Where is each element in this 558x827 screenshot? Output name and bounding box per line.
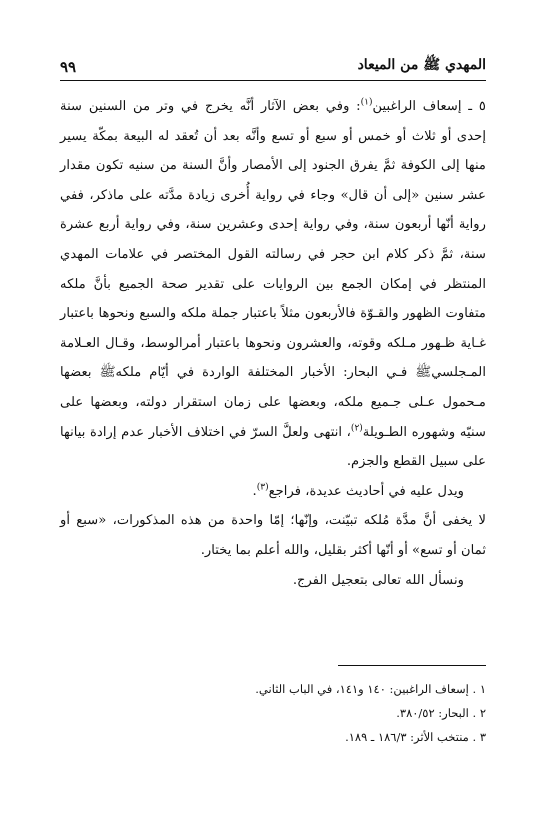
footnote-1: ١ . إسعاف الراغبين: ١٤٠ و١٤١، في الباب الثاني.: [255, 682, 486, 696]
paragraph-2-tail: .: [252, 483, 257, 499]
footnote-separator: [338, 665, 486, 666]
footnote-ref-1[interactable]: (١): [360, 97, 373, 108]
footnote-2: ٢ . البحار: ٣٨٠/٥٢.: [396, 706, 486, 720]
paragraph-2: [60, 477, 486, 507]
footnote-3: ٣ . منتخب الأثر: ١٨٦/٣ ـ ١٨٩.: [345, 730, 486, 744]
paragraph-1-lead: ٥ ـ إسعاف الراغبين: [372, 99, 486, 114]
paragraph-1: [60, 92, 486, 477]
page-number: ٩٩: [60, 58, 77, 76]
footnote-ref-3[interactable]: (٣): [256, 482, 269, 493]
paragraph-2-body: ويدل عليه في أحاديث عديدة، فراجع: [268, 483, 464, 499]
paragraph-4: ونسأل الله تعالى بتعجيل الفرج.: [292, 572, 464, 588]
footnotes: [60, 677, 486, 749]
paragraph-3: لا يخفى أنَّ مدَّة مُلكه تبيّنت، وإنّها؛ إمّا واحدة من هذه المذكورات، «سبع أو ثمان أو تسع» أو أنّها أكثر بقليل، والله أعلم بما يختار.: [60, 513, 486, 558]
footnote-ref-2[interactable]: (٢): [350, 423, 363, 434]
header-title: المهدي ﷺ من الميعاد: [357, 57, 486, 73]
paragraph-1-body: : وفي بعض الآثار أنَّه يخرج في وتر من السنين سنة إحدى أو ثلاث أو خمس أو سبع أو تسع وأنَّه بعد أن تُعقد له البيعة بمكّة يسير منها إلى الكوفة ثمَّ يفرق الجنود إلى الأمصار وأنَّ السنة من سنيه تكون مقدار عشر سنين «إلى أن قال» وجاء في رواية أُخرى زيادة مدَّته على ماذكر، ففي رواية أنّها أربعون سنة، وفي رواية إحدى وعشرين سنة، وفي رواية أربع عشرة سنة، ثمَّ ذكر كلام ابن حجر في رسالته القول المختصر في علامات المهدي المنتظر في إمكان الجمع بين الروايات على تقدير صحة الجميع بأنَّ ملكه متفاوت الظهور والقـوّة فالأربعون مثلاً باعتبار جملة ملكه والسبع ونحوها باعتبار غـاية ظـهور مـلكه وقوته، والعشرون ونحوها باعتبار أمرالوسط، وقـال العـلامة المـجلسيﷺ فـي البحار: الأخبار المختلفة الواردة في أيّام ملكهﷺ بعضها مـحمول عـلى جـميع ملكه، وبعضها على زمان استقرار دولته، وبعضها على سنيّه وشهوره الطـويلة: [60, 99, 486, 440]
running-header: [60, 52, 486, 81]
paragraph-1-tail: ، انتهى ولعلَّ السرّ في اختلاف الأخبار عدم إرادة بيانها على سبيل القطع والجزم.: [60, 424, 486, 470]
body-text: [60, 92, 486, 595]
